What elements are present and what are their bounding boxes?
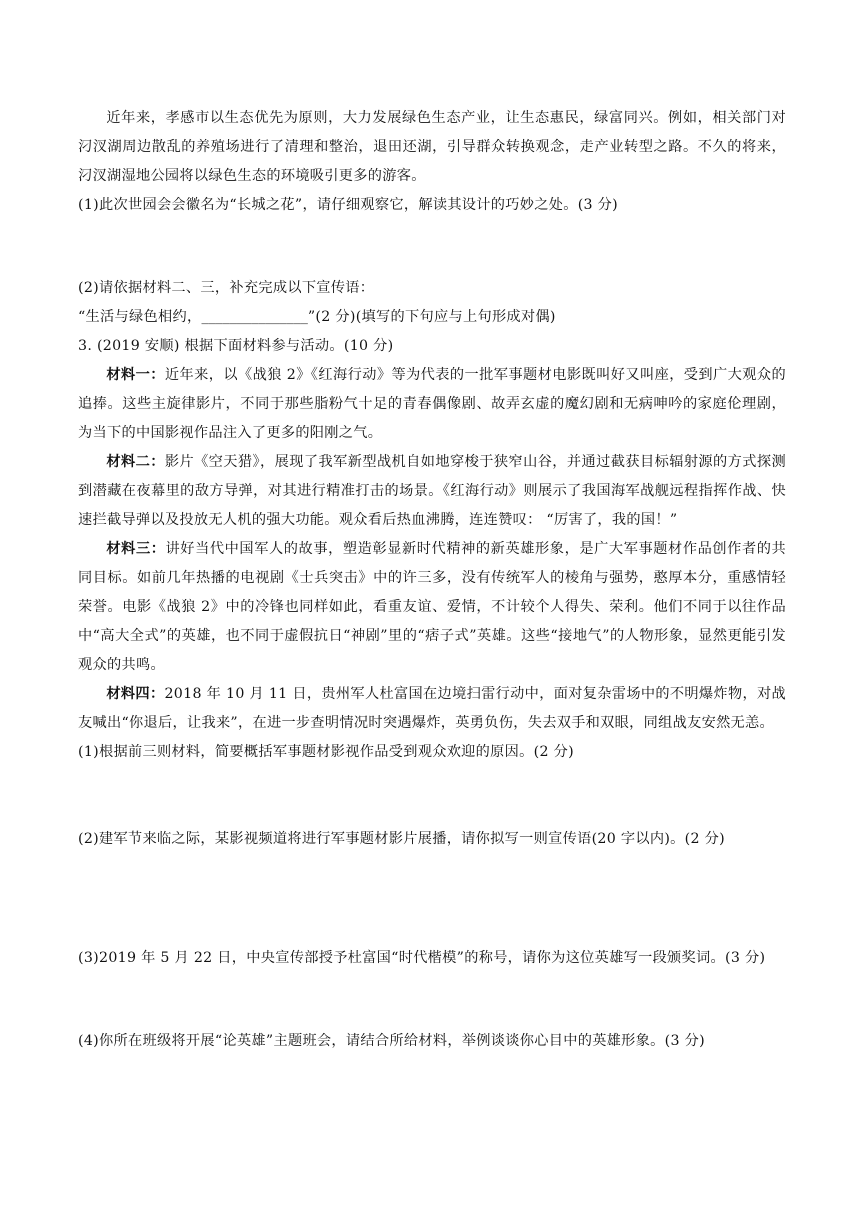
material-text: 讲好当代中国军人的故事，塑造彰显新时代精神的新英雄形象，是广大军事题材作品创作者的共同目标。如前几年热播的电视剧《士兵突击》中的许三多，没有传统军人的棱角与强势，憨厚本分，重感情轻荣誉。电影《战狼 2》中的冷锋也同样如此，看重友谊、爱情，不计较个人得失、荣利。他们不同于以往作品中“高大全式”的英雄，也不同于虚假抗日“神剧”里的“痞子式”英雄。这些“接地气”的人物形象，显然更能引发观众的共鸣。: [78, 541, 786, 673]
question-2-1: (1)此次世园会会徽名为“长城之花”，请仔细观察它，解读其设计的巧妙之处。(3 分): [78, 197, 618, 213]
slogan-prefix: “生活与绿色相约，: [78, 309, 202, 325]
material-text: 影片《空天猎》，展现了我军新型战机自如地穿梭于狭窄山谷，并通过截获目标辐射源的方式探测到潜藏在夜幕里的敌方导弹，对其进行精准打击的场景。《红海行动》则展示了我国海军战舰远程指挥作战、快速拦截导弹以及投放无人机的强大功能。观众看后热血沸腾，连连赞叹： “厉害了，我的国！”: [78, 454, 786, 528]
material-label: 材料四：: [106, 686, 165, 702]
material-label: 材料三：: [106, 541, 166, 557]
material-1: [78, 361, 786, 448]
question-3-2: (2)建军节来临之际，某影视频道将进行军事题材影片展播，请你拟写一则宣传语(20 字以内)。(2 分): [78, 831, 725, 847]
question-3-header: 3. (2019 安顺) 根据下面材料参与活动。(10 分): [78, 338, 394, 354]
material-label: 材料一：: [106, 367, 165, 383]
material-4: [78, 680, 786, 738]
material-text: 2018 年 10 月 11 日，贵州军人杜富国在边境扫雷行动中，面对复杂雷场中的不明爆炸物，对战友喊出“你退后，让我来”，在进一步查明情况时突遇爆炸，英勇负伤，失去双手和双眼，同组战友安然无恙。: [78, 686, 787, 731]
slogan-blank: _______________: [201, 309, 308, 325]
answer-space: [78, 767, 786, 825]
answer-space: [78, 854, 786, 944]
material-text: 近年来，以《战狼 2》《红海行动》等为代表的一批军事题材电影既叫好又叫座，受到广大观众的追捧。这些主旋律影片，不同于那些脂粉气十足的青春偶像剧、故弄玄虚的魔幻剧和无病呻吟的家庭伦理剧，为当下的中国影视作品注入了更多的阳刚之气。: [78, 367, 787, 441]
question-2-2: (2)请依据材料二、三，补充完成以下宣传语：: [78, 280, 375, 296]
question-3-4: (4)你所在班级将开展“论英雄”主题班会，请结合所给材料，举例谈谈你心目中的英雄形象。(3 分): [78, 1033, 705, 1049]
question-3-3: (3)2019 年 5 月 22 日，中央宣传部授予杜富国“时代楷模”的称号，请你为这位英雄写一段颁奖词。(3 分): [78, 950, 766, 966]
answer-space: [78, 220, 786, 274]
intro-paragraph: 近年来，孝感市以生态优先为原则，大力发展绿色生态产业，让生态惠民，绿富同兴。例如，相关部门对汈汊湖周边散乱的养殖场进行了清理和整治，退田还湖，引导群众转换观念，走产业转型之路。不久的将来，汈汊湖湿地公园将以绿色生态的环境吸引更多的游客。: [78, 110, 786, 184]
document-page: [78, 104, 786, 1056]
slogan-line: [78, 303, 786, 332]
material-3: [78, 535, 786, 680]
question-3-1: (1)根据前三则材料，简要概括军事题材影视作品受到观众欢迎的原因。(2 分): [78, 744, 574, 760]
answer-space: [78, 973, 786, 1027]
slogan-suffix: ”(2 分)(填写的下句应与上句形成对偶): [307, 309, 556, 325]
material-2: [78, 448, 786, 535]
material-label: 材料二：: [106, 454, 165, 470]
